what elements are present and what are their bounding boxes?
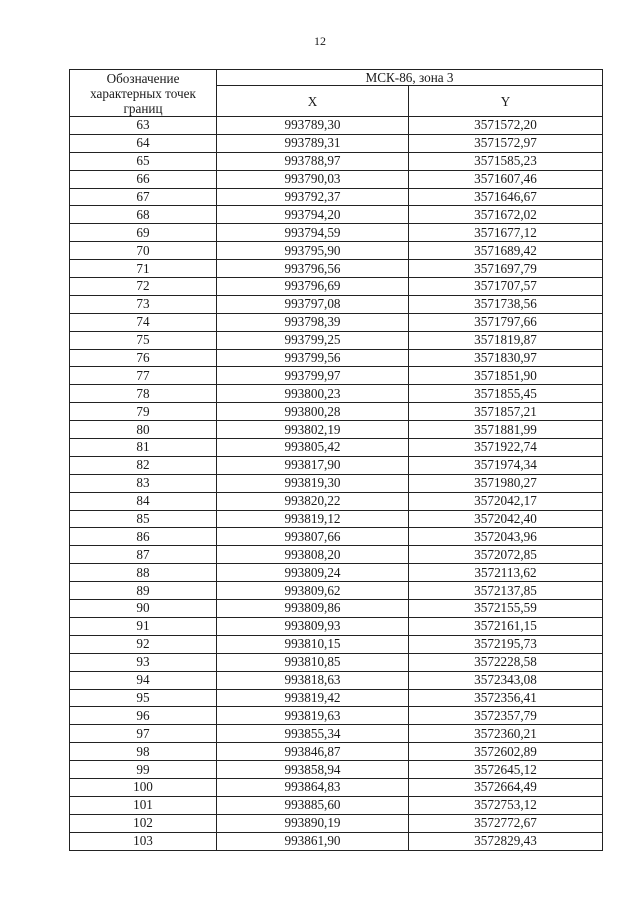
- y-coordinate-cell: 3571677,12: [409, 224, 603, 242]
- y-coordinate-cell: 3572753,12: [409, 796, 603, 814]
- y-coordinate-cell: 3572664,49: [409, 778, 603, 796]
- point-number-cell: 97: [70, 725, 217, 743]
- point-number-cell: 72: [70, 278, 217, 296]
- x-coordinate-cell: 993819,30: [217, 474, 409, 492]
- x-coordinate-cell: 993809,62: [217, 582, 409, 600]
- point-number-cell: 91: [70, 617, 217, 635]
- table-row: [70, 313, 603, 331]
- y-coordinate-cell: 3571980,27: [409, 474, 603, 492]
- x-coordinate-cell: 993809,93: [217, 617, 409, 635]
- table-row: [70, 510, 603, 528]
- x-coordinate-cell: 993807,66: [217, 528, 409, 546]
- y-coordinate-cell: 3571851,90: [409, 367, 603, 385]
- y-coordinate-cell: 3571797,66: [409, 313, 603, 331]
- coordinates-table: [69, 69, 603, 851]
- x-coordinate-cell: 993796,56: [217, 260, 409, 278]
- y-coordinate-cell: 3571922,74: [409, 439, 603, 457]
- x-coordinate-cell: 993818,63: [217, 671, 409, 689]
- x-coordinate-cell: 993802,19: [217, 421, 409, 439]
- point-number-cell: 70: [70, 242, 217, 260]
- x-coordinate-cell: 993799,25: [217, 331, 409, 349]
- point-number-cell: 80: [70, 421, 217, 439]
- y-coordinate-cell: 3572645,12: [409, 761, 603, 779]
- table-row: [70, 367, 603, 385]
- point-number-cell: 63: [70, 117, 217, 135]
- table-row: [70, 188, 603, 206]
- table-row: [70, 778, 603, 796]
- y-coordinate-cell: 3571607,46: [409, 170, 603, 188]
- point-number-cell: 98: [70, 743, 217, 761]
- y-coordinate-cell: 3571672,02: [409, 206, 603, 224]
- table-row: [70, 421, 603, 439]
- y-coordinate-cell: 3572161,15: [409, 617, 603, 635]
- table-row: [70, 761, 603, 779]
- header-x: X: [217, 86, 409, 117]
- table-row: [70, 295, 603, 313]
- point-number-cell: 92: [70, 635, 217, 653]
- x-coordinate-cell: 993819,63: [217, 707, 409, 725]
- point-number-cell: 71: [70, 260, 217, 278]
- y-coordinate-cell: 3571855,45: [409, 385, 603, 403]
- x-coordinate-cell: 993800,23: [217, 385, 409, 403]
- point-number-cell: 90: [70, 600, 217, 618]
- point-number-cell: 64: [70, 134, 217, 152]
- table-row: [70, 117, 603, 135]
- x-coordinate-cell: 993861,90: [217, 832, 409, 850]
- y-coordinate-cell: 3572829,43: [409, 832, 603, 850]
- point-number-cell: 68: [70, 206, 217, 224]
- point-number-cell: 100: [70, 778, 217, 796]
- table-row: [70, 385, 603, 403]
- y-coordinate-cell: 3572602,89: [409, 743, 603, 761]
- y-coordinate-cell: 3571646,67: [409, 188, 603, 206]
- point-number-cell: 96: [70, 707, 217, 725]
- point-number-cell: 76: [70, 349, 217, 367]
- table-row: [70, 564, 603, 582]
- table-row: [70, 331, 603, 349]
- table-row: [70, 707, 603, 725]
- table-row: [70, 528, 603, 546]
- y-coordinate-cell: 3572072,85: [409, 546, 603, 564]
- point-number-cell: 74: [70, 313, 217, 331]
- table-row: [70, 617, 603, 635]
- y-coordinate-cell: 3571572,20: [409, 117, 603, 135]
- table-row: [70, 170, 603, 188]
- table-row: [70, 403, 603, 421]
- x-coordinate-cell: 993799,56: [217, 349, 409, 367]
- y-coordinate-cell: 3571697,79: [409, 260, 603, 278]
- x-coordinate-cell: 993796,69: [217, 278, 409, 296]
- x-coordinate-cell: 993810,15: [217, 635, 409, 653]
- table-row: [70, 474, 603, 492]
- point-number-cell: 67: [70, 188, 217, 206]
- x-coordinate-cell: 993792,37: [217, 188, 409, 206]
- table-row: [70, 349, 603, 367]
- x-coordinate-cell: 993846,87: [217, 743, 409, 761]
- point-number-cell: 81: [70, 439, 217, 457]
- point-number-cell: 89: [70, 582, 217, 600]
- x-coordinate-cell: 993820,22: [217, 492, 409, 510]
- point-number-cell: 66: [70, 170, 217, 188]
- point-number-cell: 77: [70, 367, 217, 385]
- x-coordinate-cell: 993809,24: [217, 564, 409, 582]
- table-row: [70, 796, 603, 814]
- x-coordinate-cell: 993885,60: [217, 796, 409, 814]
- point-number-cell: 75: [70, 331, 217, 349]
- y-coordinate-cell: 3571857,21: [409, 403, 603, 421]
- point-number-cell: 73: [70, 295, 217, 313]
- table-row: [70, 152, 603, 170]
- point-number-cell: 84: [70, 492, 217, 510]
- x-coordinate-cell: 993798,39: [217, 313, 409, 331]
- y-coordinate-cell: 3572113,62: [409, 564, 603, 582]
- x-coordinate-cell: 993794,59: [217, 224, 409, 242]
- y-coordinate-cell: 3572042,40: [409, 510, 603, 528]
- point-number-cell: 78: [70, 385, 217, 403]
- point-number-cell: 88: [70, 564, 217, 582]
- table-row: [70, 600, 603, 618]
- x-coordinate-cell: 993808,20: [217, 546, 409, 564]
- point-number-cell: 86: [70, 528, 217, 546]
- x-coordinate-cell: 993890,19: [217, 814, 409, 832]
- x-coordinate-cell: 993810,85: [217, 653, 409, 671]
- x-coordinate-cell: 993858,94: [217, 761, 409, 779]
- table-row: [70, 635, 603, 653]
- point-number-cell: 103: [70, 832, 217, 850]
- x-coordinate-cell: 993800,28: [217, 403, 409, 421]
- table-row: [70, 492, 603, 510]
- table-row: [70, 278, 603, 296]
- x-coordinate-cell: 993790,03: [217, 170, 409, 188]
- y-coordinate-cell: 3571830,97: [409, 349, 603, 367]
- point-number-cell: 82: [70, 456, 217, 474]
- y-coordinate-cell: 3572357,79: [409, 707, 603, 725]
- y-coordinate-cell: 3572228,58: [409, 653, 603, 671]
- point-number-cell: 102: [70, 814, 217, 832]
- x-coordinate-cell: 993788,97: [217, 152, 409, 170]
- y-coordinate-cell: 3572137,85: [409, 582, 603, 600]
- x-coordinate-cell: 993819,42: [217, 689, 409, 707]
- table-row: [70, 814, 603, 832]
- point-number-cell: 94: [70, 671, 217, 689]
- x-coordinate-cell: 993805,42: [217, 439, 409, 457]
- x-coordinate-cell: 993794,20: [217, 206, 409, 224]
- x-coordinate-cell: 993795,90: [217, 242, 409, 260]
- table-row: [70, 260, 603, 278]
- y-coordinate-cell: 3572195,73: [409, 635, 603, 653]
- point-number-cell: 83: [70, 474, 217, 492]
- y-coordinate-cell: 3572343,08: [409, 671, 603, 689]
- x-coordinate-cell: 993799,97: [217, 367, 409, 385]
- y-coordinate-cell: 3571689,42: [409, 242, 603, 260]
- table-row: [70, 206, 603, 224]
- point-number-cell: 93: [70, 653, 217, 671]
- x-coordinate-cell: 993789,30: [217, 117, 409, 135]
- point-number-cell: 101: [70, 796, 217, 814]
- x-coordinate-cell: 993797,08: [217, 295, 409, 313]
- table-row: [70, 671, 603, 689]
- table-row: [70, 653, 603, 671]
- y-coordinate-cell: 3572042,17: [409, 492, 603, 510]
- y-coordinate-cell: 3572155,59: [409, 600, 603, 618]
- y-coordinate-cell: 3571974,34: [409, 456, 603, 474]
- point-number-cell: 65: [70, 152, 217, 170]
- point-number-cell: 79: [70, 403, 217, 421]
- point-number-cell: 95: [70, 689, 217, 707]
- table-row: [70, 743, 603, 761]
- table-row: [70, 456, 603, 474]
- x-coordinate-cell: 993855,34: [217, 725, 409, 743]
- y-coordinate-cell: 3572356,41: [409, 689, 603, 707]
- table-row: [70, 439, 603, 457]
- table-row: [70, 725, 603, 743]
- table-row: [70, 832, 603, 850]
- point-number-cell: 85: [70, 510, 217, 528]
- y-coordinate-cell: 3572360,21: [409, 725, 603, 743]
- y-coordinate-cell: 3572043,96: [409, 528, 603, 546]
- header-point-designation: Обозначение характерных точек границ: [70, 70, 217, 117]
- point-number-cell: 69: [70, 224, 217, 242]
- y-coordinate-cell: 3571738,56: [409, 295, 603, 313]
- table-row: [70, 224, 603, 242]
- y-coordinate-cell: 3571572,97: [409, 134, 603, 152]
- table-row: [70, 134, 603, 152]
- table-row: [70, 546, 603, 564]
- x-coordinate-cell: 993809,86: [217, 600, 409, 618]
- header-y: Y: [409, 86, 603, 117]
- x-coordinate-cell: 993789,31: [217, 134, 409, 152]
- y-coordinate-cell: 3571707,57: [409, 278, 603, 296]
- point-number-cell: 87: [70, 546, 217, 564]
- y-coordinate-cell: 3572772,67: [409, 814, 603, 832]
- table-row: [70, 689, 603, 707]
- page-number: 12: [314, 34, 326, 48]
- point-number-cell: 99: [70, 761, 217, 779]
- table-row: [70, 242, 603, 260]
- y-coordinate-cell: 3571585,23: [409, 152, 603, 170]
- y-coordinate-cell: 3571819,87: [409, 331, 603, 349]
- x-coordinate-cell: 993864,83: [217, 778, 409, 796]
- x-coordinate-cell: 993819,12: [217, 510, 409, 528]
- header-coordinate-system: МСК-86, зона 3: [217, 70, 603, 86]
- table-row: [70, 582, 603, 600]
- x-coordinate-cell: 993817,90: [217, 456, 409, 474]
- y-coordinate-cell: 3571881,99: [409, 421, 603, 439]
- table-body: [70, 117, 603, 851]
